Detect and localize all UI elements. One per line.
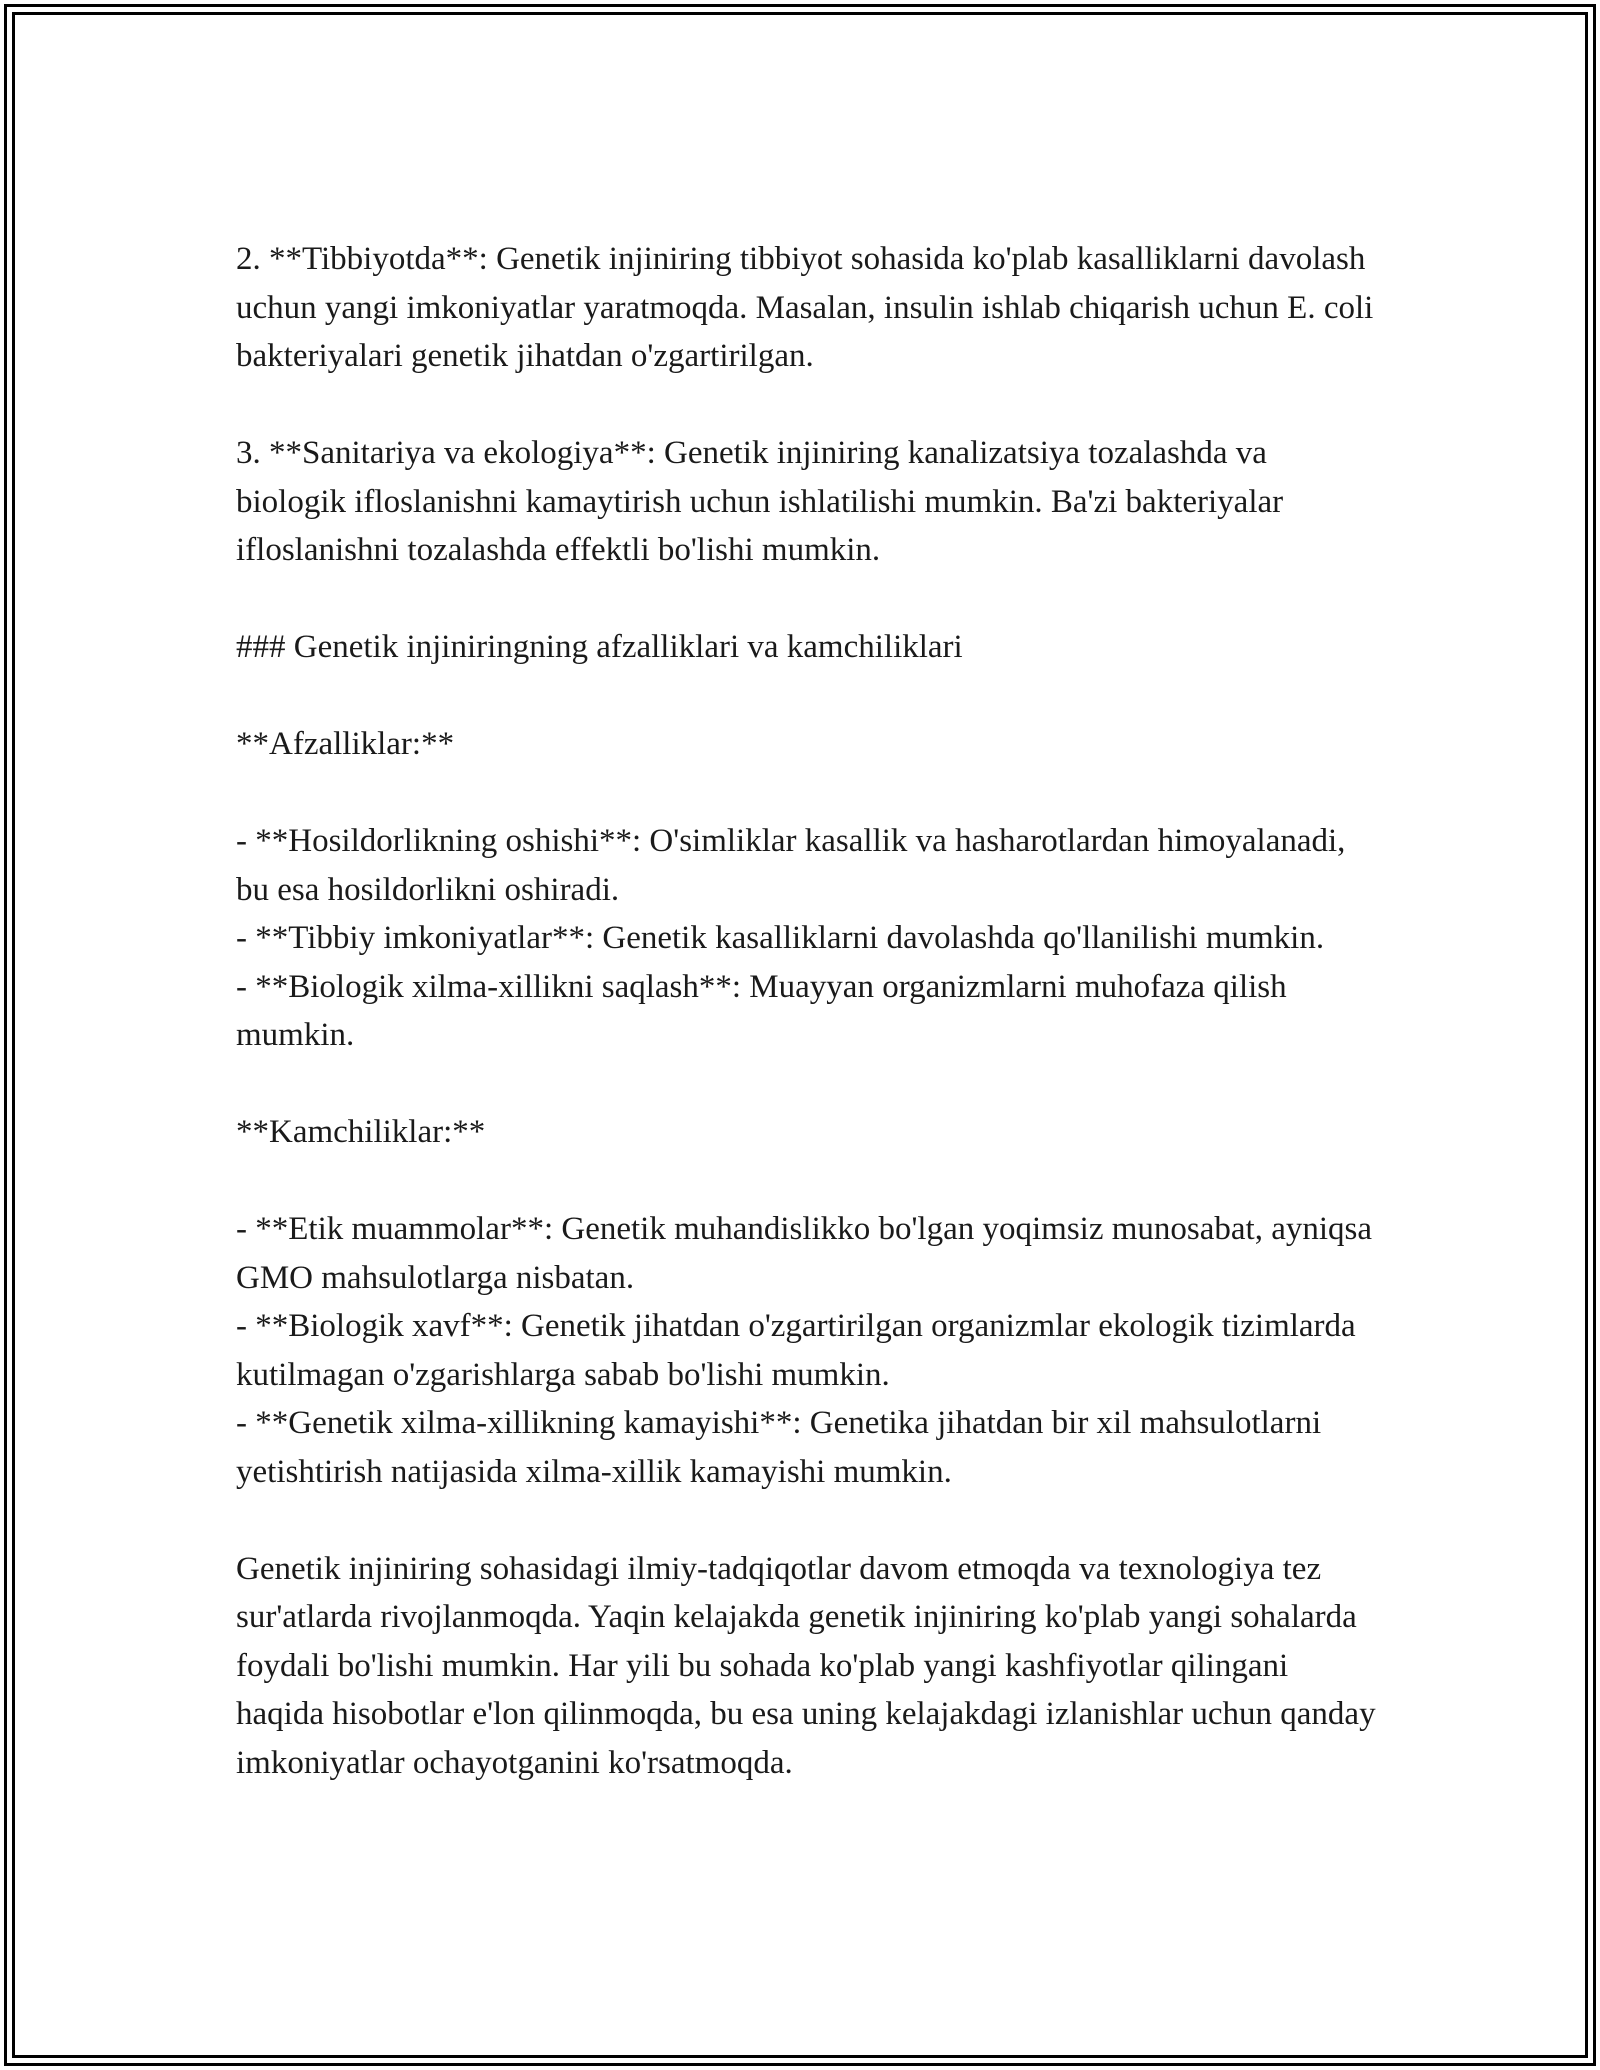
document-body bbox=[236, 235, 1376, 1787]
paragraph-sanitation: 3. **Sanitariya va ekologiya**: Genetik injiniring kanalizatsiya tozalashda va biologik ifloslanishni kamaytirish uchun ishlatilishi mumkin. Ba'zi bakteriyalar ifloslanishni tozalashda effektli bo'lishi mumkin. bbox=[236, 435, 1284, 568]
paragraph-gap bbox=[236, 1060, 1376, 1109]
paragraph-gap bbox=[236, 1496, 1376, 1545]
disadvantage-item: - **Genetik xilma-xillikning kamayishi**: Genetika jihatdan bir xil mahsulotlarni yetishtirish natijasida xilma-xillik kamayishi mumkin. bbox=[236, 1405, 1322, 1490]
paragraph-gap bbox=[236, 575, 1376, 624]
paragraph-gap bbox=[236, 381, 1376, 430]
advantages-heading: **Afzalliklar:** bbox=[236, 726, 455, 762]
paragraph-gap bbox=[236, 769, 1376, 818]
advantage-item: - **Tibbiy imkoniyatlar**: Genetik kasalliklarni davolashda qo'llanilishi mumkin. bbox=[236, 920, 1325, 956]
advantage-item: - **Hosildorlikning oshishi**: O'simliklar kasallik va hasharotlardan himoyalanadi, bu esa hosildorlikni oshiradi. bbox=[236, 823, 1346, 908]
disadvantage-item: - **Etik muammolar**: Genetik muhandislikko bo'lgan yoqimsiz munosabat, ayniqsa GMO mahsulotlarga nisbatan. bbox=[236, 1211, 1373, 1296]
paragraph-medicine: 2. **Tibbiyotda**: Genetik injiniring tibbiyot sohasida ko'plab kasalliklarni davolash uchun yangi imkoniyatlar yaratmoqda. Masalan, insulin ishlab chiqarish uchun E. coli bakteriyalari genetik jihatdan o'zgartirilgan. bbox=[236, 241, 1374, 374]
disadvantages-heading: **Kamchiliklar:** bbox=[236, 1114, 486, 1150]
paragraph-gap bbox=[236, 672, 1376, 721]
paragraph-conclusion: Genetik injiniring sohasidagi ilmiy-tadqiqotlar davom etmoqda va texnologiya tez sur'atlarda rivojlanmoqda. Yaqin kelajakda genetik injiniring ko'plab yangi sohalarda foydali bo'lishi mumkin. Har yili bu sohada ko'plab yangi kashfiyotlar qilingani haqida hisobotlar e'lon qilinmoqda, bu esa uning kelajakdagi izlanishlar uchun qanday imkoniyatlar ochayotganini ko'rsatmoqda. bbox=[236, 1550, 1376, 1781]
disadvantage-item: - **Biologik xavf**: Genetik jihatdan o'zgartirilgan organizmlar ekologik tizimlarda kutilmagan o'zgarishlarga sabab bo'lishi mumkin. bbox=[236, 1308, 1356, 1393]
advantage-item: - **Biologik xilma-xillikni saqlash**: Muayyan organizmlarni muhofaza qilish mumkin. bbox=[236, 968, 1287, 1053]
paragraph-gap bbox=[236, 1157, 1376, 1206]
section-heading: ### Genetik injiniringning afzalliklari va kamchiliklari bbox=[236, 629, 963, 665]
